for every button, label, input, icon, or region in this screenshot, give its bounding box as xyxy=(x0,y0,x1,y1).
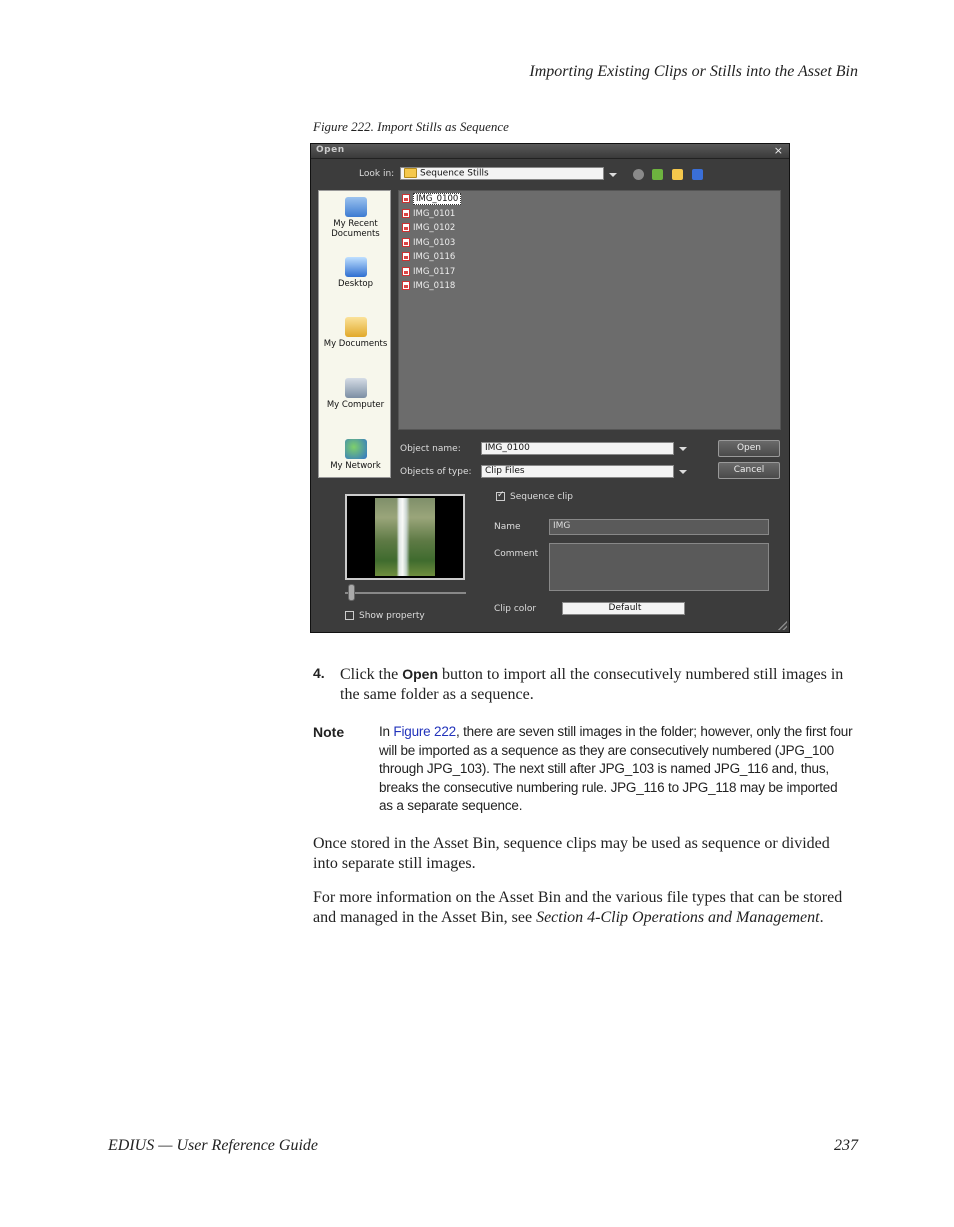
clip-color-select[interactable]: Default xyxy=(562,602,685,615)
new-folder-icon[interactable] xyxy=(672,169,683,180)
folder-icon xyxy=(404,168,417,178)
p2-end: . xyxy=(819,909,824,926)
step-text-before: Click the xyxy=(340,666,403,683)
list-item[interactable]: IMG_0117 xyxy=(402,266,455,279)
objects-of-type-select[interactable]: Clip Files xyxy=(481,465,674,478)
waterfall-image xyxy=(375,498,435,576)
image-file-icon xyxy=(402,194,410,203)
list-item[interactable]: IMG_0100 xyxy=(402,193,461,206)
file-list[interactable] xyxy=(398,190,781,430)
preview-thumbnail xyxy=(345,494,465,580)
place-my-network[interactable] xyxy=(319,439,392,471)
step-number: 4. xyxy=(313,665,325,681)
paragraph-more-information xyxy=(313,888,858,928)
open-button[interactable]: Open xyxy=(718,440,780,457)
look-in-dropdown-icon[interactable] xyxy=(609,173,617,177)
dialog-title: Open xyxy=(316,145,345,155)
places-bar xyxy=(318,190,391,478)
objects-of-type-dropdown-icon[interactable] xyxy=(679,470,687,474)
name-label: Name xyxy=(494,522,521,532)
list-item[interactable]: IMG_0101 xyxy=(402,208,455,221)
object-name-label: Object name: xyxy=(400,444,461,454)
section-reference: Section 4-Clip Operations and Management xyxy=(536,909,820,926)
list-item[interactable]: IMG_0118 xyxy=(402,280,455,293)
image-file-icon xyxy=(402,252,410,261)
note-text-after: , there are seven still images in the folder; however, only the first four will be imported as a sequence as they are consecutively numbered (JPG_100 through JPG_103). The next still after JPG_103 is named JPG_116 and, thus, breaks the consecutive numbering rule. JPG_116 to JPG_118 may be imported as a separate sequence. xyxy=(379,724,853,813)
clip-color-label: Clip color xyxy=(494,604,537,614)
note-text xyxy=(379,723,854,816)
objects-of-type-label: Objects of type: xyxy=(400,467,472,477)
my-network-icon xyxy=(345,439,367,459)
image-file-icon xyxy=(402,209,410,218)
show-property-label: Show property xyxy=(359,611,425,621)
list-item[interactable]: IMG_0103 xyxy=(402,237,455,250)
figure-222-link[interactable]: Figure 222 xyxy=(393,724,456,739)
look-in-combo[interactable] xyxy=(400,167,604,180)
back-icon[interactable] xyxy=(633,169,644,180)
list-item[interactable]: IMG_0116 xyxy=(402,251,455,264)
paragraph-sequence-clips: Once stored in the Asset Bin, sequence clips may be used as sequence or divided into separate still images. xyxy=(313,835,830,872)
object-name-input[interactable]: IMG_0100 xyxy=(481,442,674,455)
footer-guide-title: EDIUS — User Reference Guide xyxy=(108,1137,319,1154)
place-desktop[interactable] xyxy=(319,257,392,289)
preview-slider-track[interactable] xyxy=(345,592,466,594)
step-text xyxy=(340,664,860,705)
up-folder-icon[interactable] xyxy=(652,169,663,180)
preview-slider-thumb[interactable] xyxy=(348,584,355,601)
close-icon[interactable]: × xyxy=(773,144,783,157)
look-in-value: Sequence Stills xyxy=(420,168,489,179)
recent-documents-icon xyxy=(345,197,367,217)
open-button-reference: Open xyxy=(402,666,438,682)
my-computer-icon xyxy=(345,378,367,398)
sequence-clip-label: Sequence clip xyxy=(510,492,573,502)
desktop-icon xyxy=(345,257,367,277)
my-documents-icon xyxy=(345,317,367,337)
sequence-clip-checkbox[interactable] xyxy=(496,492,505,501)
place-label: Desktop xyxy=(337,279,374,289)
place-my-documents[interactable] xyxy=(319,317,392,349)
p2-text: For more information on the Asset Bin and the various file types that can be stored and managed in the Asset Bin, see xyxy=(313,889,843,926)
note-text-before: In xyxy=(379,724,394,739)
dialog-titlebar xyxy=(311,144,789,159)
comment-label: Comment xyxy=(494,549,539,559)
place-my-computer[interactable] xyxy=(319,378,392,410)
comment-input[interactable] xyxy=(549,543,769,591)
image-file-icon xyxy=(402,281,410,290)
look-in-label: Look in: xyxy=(359,169,395,179)
place-label: My Recent Documents xyxy=(331,219,380,239)
image-file-icon xyxy=(402,238,410,247)
name-input[interactable]: IMG xyxy=(549,519,769,535)
place-label: My Computer xyxy=(326,400,385,410)
image-file-icon xyxy=(402,223,410,232)
object-name-dropdown-icon[interactable] xyxy=(679,447,687,451)
cancel-button[interactable]: Cancel xyxy=(718,462,780,479)
place-label: My Network xyxy=(330,461,381,471)
open-dialog xyxy=(310,143,790,633)
image-file-icon xyxy=(402,267,410,276)
list-item[interactable]: IMG_0102 xyxy=(402,222,455,235)
show-property-checkbox[interactable] xyxy=(345,611,354,620)
page-number: 237 xyxy=(834,1137,858,1154)
note-label: Note xyxy=(313,724,345,740)
place-my-recent-documents[interactable] xyxy=(319,197,392,239)
step-text-after: button to import all the consecutively numbered still images in the same folder as a sequence. xyxy=(340,666,844,703)
resize-grip[interactable] xyxy=(778,621,787,630)
running-head: Importing Existing Clips or Stills into the Asset Bin xyxy=(529,63,858,80)
place-label: My Documents xyxy=(323,339,388,349)
view-menu-icon[interactable] xyxy=(692,169,703,180)
figure-caption: Figure 222. Import Stills as Sequence xyxy=(313,119,509,134)
